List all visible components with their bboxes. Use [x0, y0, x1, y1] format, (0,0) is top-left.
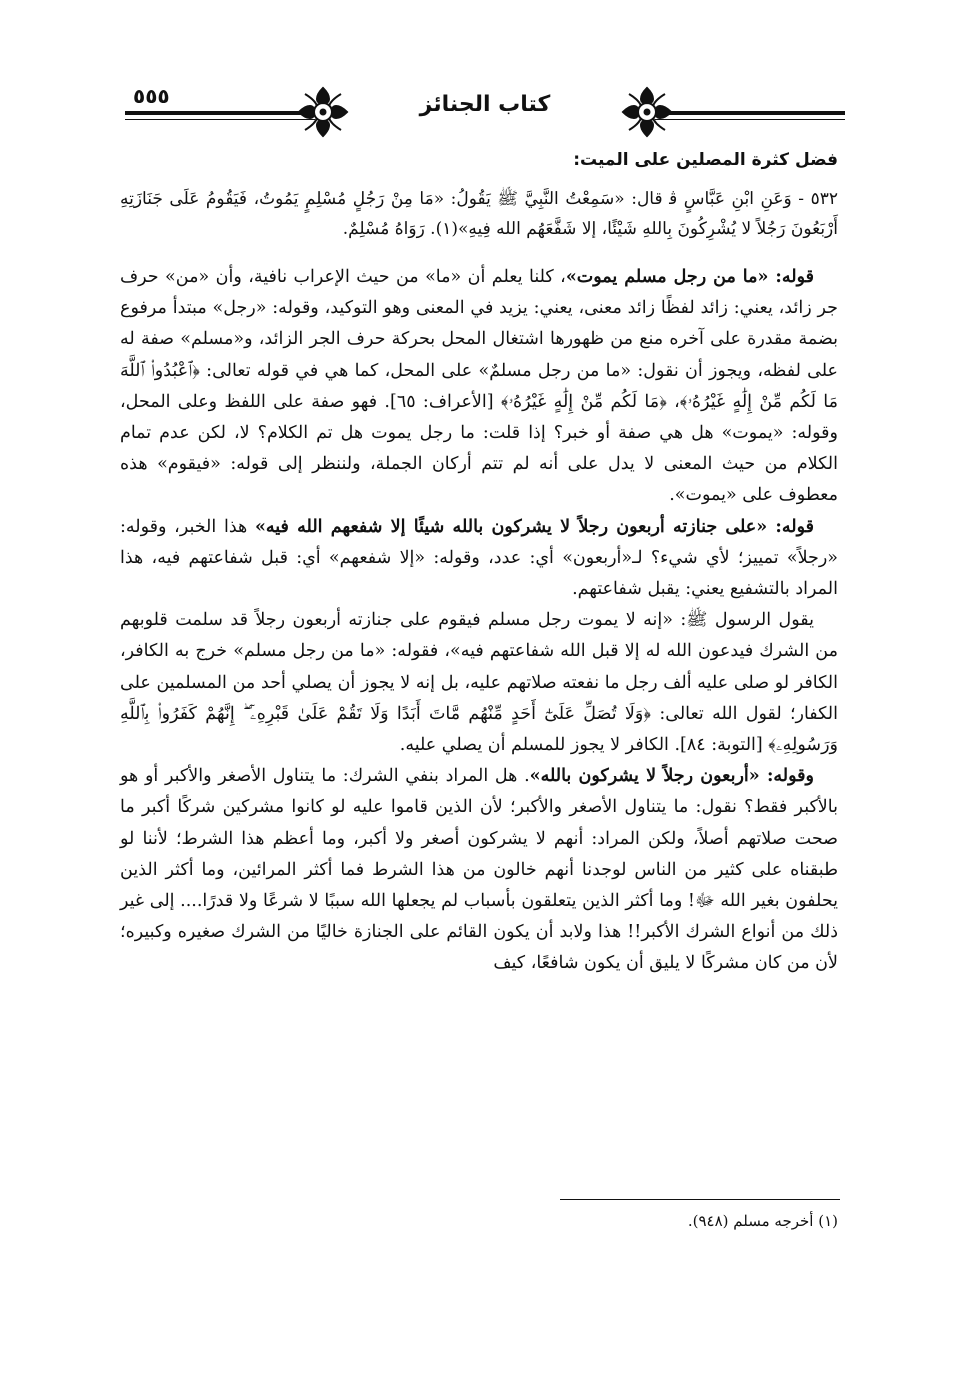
footnote: (١) أخرجه مسلم (٩٤٨).: [687, 1212, 838, 1230]
paragraph-lead: قوله: «على جنازته أربعون رجلاً لا يشركون بالله شيئًا إلا شفعهم الله فيه»: [254, 516, 814, 537]
header-rule-left-thin: [125, 119, 315, 120]
commentary-paragraph: [120, 605, 838, 761]
section-title: فضل كثرة المصلين على الميت:: [573, 150, 838, 170]
footnote-divider: [560, 1199, 840, 1200]
paragraph-text: هذا الخبر، وقوله: «رجلاً» تمييز؛ لأي شيء؟ لـ«أربعون» أي: عدد، وقوله: «إلا شفعهم» أي: قبل شفاعتهم فيه، هذا المراد بالتشفيع يعني: يقبل شفاعتهم.: [120, 516, 838, 600]
paragraph-text: يقول الرسول ﷺ: «إنه لا يموت رجل مسلم فيقوم على جنازته أربعون رجلاً قد سلمت قلوبهم من الشرك فيدعون الله له إلا قبل الله شفاعتهم فيه»، فقوله: «ما من رجل مسلم» خرج به الكافر، الكافر لو صلى عليه ألف رجل ما نفعته صلاتهم عليه، بل إنه لا يجوز أن يصلي أحد من المسلمين على الكفار؛ لقول الله تعالى: ﴿وَلَا تُصَلِّ عَلَىٰٓ أَحَدٍ مِّنْهُم مَّاتَ أَبَدًا وَلَا تَقُمْ عَلَىٰ قَبْرِهِۦٓ ۖ إِنَّهُمْ كَفَرُوا۟ بِٱللَّهِ وَرَسُولِهِۦ﴾ [التوبة: ٨٤]. الكافر لا يجوز للمسلم أن يصلي عليه.: [120, 610, 838, 756]
header-rule-left: [125, 111, 315, 115]
commentary-paragraph: [120, 262, 838, 512]
commentary-paragraph: [120, 761, 838, 979]
hadith-text: ٥٣٢ - وَعَنِ ابْنِ عَبَّاسٍ ﭬ قال: «سَمِعْتُ النَّبِيَّ ﷺ يَقُولُ: «مَا مِنْ رَجُلٍ مُسْلِمٍ يَمُوتُ، فَيَقُومُ عَلَى جَنَازَتِهِ أَرْبَعُونَ رَجُلاً لا يُشْرِكُونَ بِاللهِ شَيْئًا، إلا شَفَّعَهُم الله فِيهِ»(١). رَوَاهُ مُسْلِمٌ.: [120, 189, 838, 239]
page-content: [120, 150, 838, 980]
commentary-paragraph: [120, 512, 838, 606]
paragraph-lead: قوله: «ما من رجل مسلم يموت»: [565, 267, 814, 287]
paragraph-text: . هل المراد بنفي الشرك: ما يتناول الأصغر والأكبر أو هو بالأكبر فقط؟ نقول: ما يتناول الأصغر والأكبر؛ لأن الذين قاموا عليه لو كانوا مشركين شركًا أكبر ما صحت صلاتهم أصلاً، ولكن المراد: أنهم لا يشركون أصغر ولا أكبر، وما أعظم هذا الشرط؛ لأننا لو طبقناه على كثير من الناس لوجدنا أنهم خالون من هذا الشرط فما أكثر المرائين، وما أكثر الذين يحلفون بغير الله ﷻ! وما أكثر الذين يتعلقون بأسباب لم يجعلها الله سببًا لا شرعًا ولا قدرًا.... إلى غير ذلك من أنواع الشرك الأكبر!! هذا ولابد أن يكون القائم على الجنازة خاليًا من الشرك صغيره وكبيره؛ لأن من كان مشركًا لا يليق أن يكون شافعًا، كيف: [120, 766, 838, 974]
floral-ornament-icon: [619, 84, 675, 140]
paragraph-text: ، كلنا يعلم أن «ما» من حيث الإعراب نافية، وأن «من» حرف جر زائد، يعني: زائد لفظًا زائد معنى، يعني: يزيد في المعنى وهو التوكيد، وقوله: «رجل» مبتدأ مرفوع بضمة مقدرة على آخره منع من ظهورها اشتغال المحل بحركة حرف الجر الزائد، و«مسلم» صفة له على لفظه، ويجوز أن نقول: «ما من رجل مسلمٌ» على المحل، كما هي في قوله تعالى: ﴿ٱعْبُدُوا۟ ٱللَّهَ مَا لَكُم مِّنْ إِلَٰهٍ غَيْرُهُۥ﴾، ﴿مَا لَكُم مِّنْ إِلَٰهٍ غَيْرُهُۥ﴾ [الأعراف: ٦٥]. فهو صفة على اللفظ وعلى المحل، وقوله: «يموت» هل هي صفة أو خبر؟ إذا قلت: ما رجل يموت هل تم الكلام؟ لا، لكن عدم تمام الكلام من حيث المعنى لا يدل على أنه لم تتم أركان الجملة، ولننظر إلى قوله: «فيقوم» هذه معطوف على «يموت».: [120, 267, 838, 506]
book-title: كتاب الجنائز: [419, 92, 551, 117]
page-number: ٥٥٥: [133, 84, 170, 108]
paragraph-lead: وقوله: «أربعون رجلاً لا يشركون بالله»: [529, 766, 814, 787]
header-rule-right: [655, 111, 845, 115]
floral-ornament-icon: [295, 84, 351, 140]
page-header: [125, 78, 845, 148]
header-rule-right-thin: [655, 119, 845, 120]
